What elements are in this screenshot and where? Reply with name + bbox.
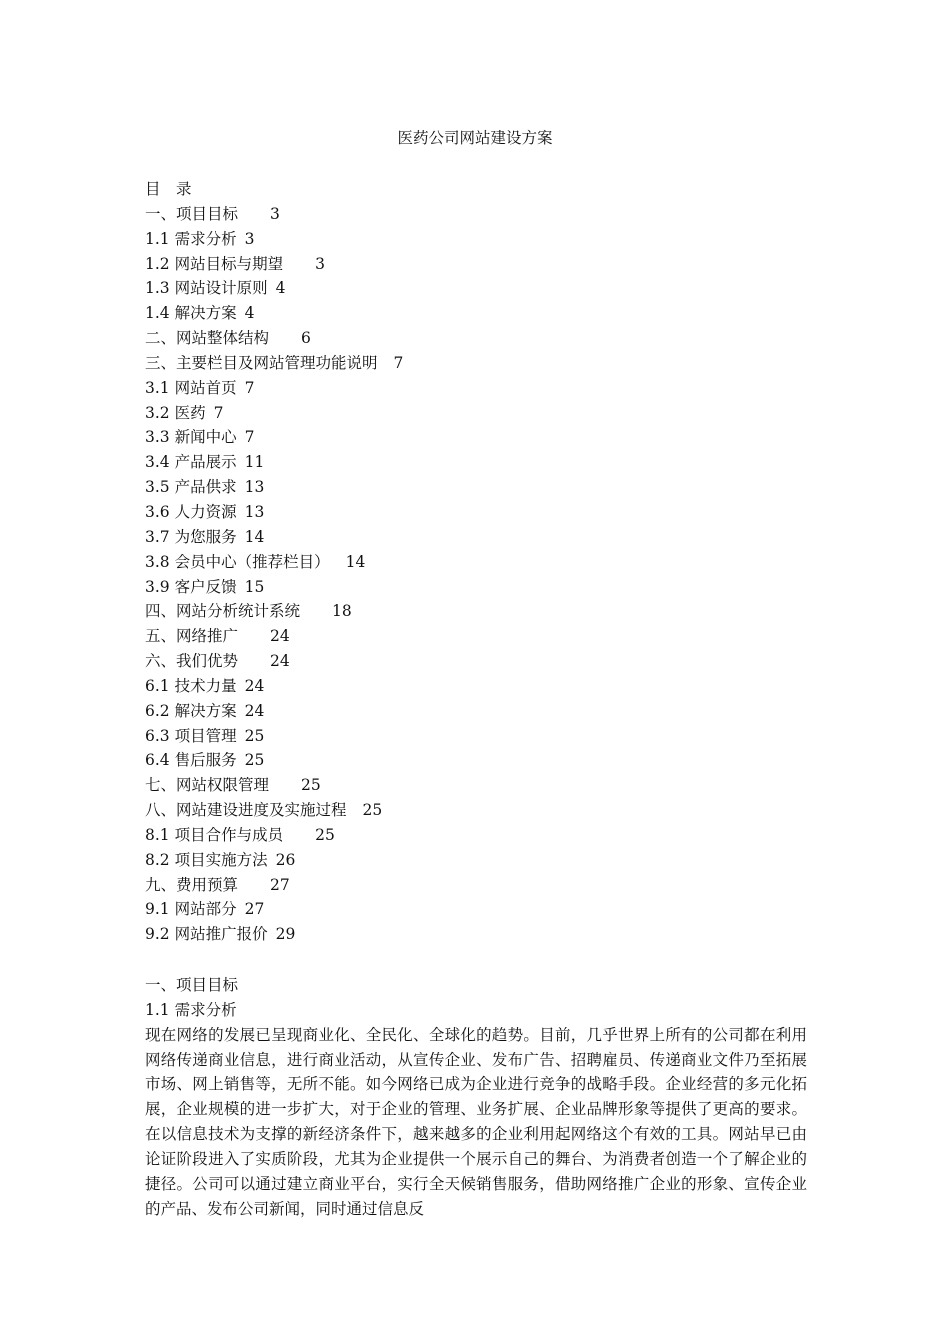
toc-entry <box>145 624 805 649</box>
toc-entry <box>145 897 805 922</box>
toc-entry <box>145 674 805 699</box>
toc-entry-page: 11 <box>244 453 265 472</box>
toc-entry-page: 24 <box>270 627 290 646</box>
body-paragraph: 现在网络的发展已呈现商业化、全民化、全球化的趋势。目前，几乎世界上所有的公司都在利用网络传递商业信息，进行商业活动，从宣传企业、发布广告、招聘雇员、传递商业文件乃至拓展市场、网上销售等，无所不能。如今网络已成为企业进行竞争的战略手段。企业经营的多元化拓展，企业规模的进一步扩大，对于企业的管理、业务扩展、企业品牌形象等提供了更高的要求。在以信息技术为支撑的新经济条件下，越来越多的企业利用起网络这个有效的工具。网站早已由论证阶段进入了实质阶段，尤其为企业提供一个展示自己的舞台、为消费者创造一个了解企业的捷径。公司可以通过建立商业平台，实行全天候销售服务，借助网络推广企业的形象、宣传企业的产品、发布公司新闻，同时通过信息反 <box>145 1025 807 1218</box>
toc-entry <box>145 401 805 426</box>
toc-entry <box>145 227 805 252</box>
toc-entry-page: 29 <box>275 925 296 944</box>
toc-entry <box>145 276 805 301</box>
body-section <box>145 973 807 1222</box>
toc-entry-page: 4 <box>275 279 286 298</box>
toc-entry <box>145 748 805 773</box>
toc-entry-label: 8.2 项目实施方法 <box>145 850 268 869</box>
toc-entry-label: 一、项目目标 <box>145 204 239 223</box>
toc-entry-page: 24 <box>270 652 290 671</box>
toc-entry-label: 3.3 新闻中心 <box>145 428 237 447</box>
toc-entry <box>145 575 805 600</box>
toc-entry-page: 7 <box>244 428 255 447</box>
toc-entry-page: 15 <box>244 577 265 596</box>
toc-entry <box>145 550 805 575</box>
toc-entries <box>145 202 805 947</box>
toc-entry-label: 四、网站分析统计系统 <box>145 602 301 621</box>
toc-entry-label: 3.6 人力资源 <box>145 502 237 521</box>
toc-entry-label: 1.3 网站设计原则 <box>145 279 268 298</box>
toc-entry-page: 25 <box>315 825 335 844</box>
toc-entry-page: 26 <box>275 850 296 869</box>
toc-heading <box>145 177 805 202</box>
toc-entry-page: 13 <box>244 502 265 521</box>
table-of-contents <box>145 177 805 947</box>
toc-entry <box>145 351 805 376</box>
toc-entry <box>145 425 805 450</box>
section-heading: 一、项目目标 <box>145 976 239 994</box>
toc-entry <box>145 773 805 798</box>
toc-entry-label: 1.1 需求分析 <box>145 229 237 248</box>
toc-entry <box>145 724 805 749</box>
toc-entry <box>145 649 805 674</box>
toc-entry-label: 3.7 为您服务 <box>145 527 237 546</box>
toc-entry <box>145 500 805 525</box>
toc-entry <box>145 823 805 848</box>
toc-entry <box>145 475 805 500</box>
toc-entry-label: 6.4 售后服务 <box>145 751 237 770</box>
toc-entry-label: 8.1 项目合作与成员 <box>145 825 284 844</box>
toc-entry <box>145 873 805 898</box>
toc-entry-label: 九、费用预算 <box>145 875 239 894</box>
toc-entry <box>145 599 805 624</box>
toc-entry-label: 1.4 解决方案 <box>145 304 237 323</box>
toc-entry <box>145 922 805 947</box>
toc-entry-page: 27 <box>244 900 265 919</box>
toc-entry-label: 3.4 产品展示 <box>145 453 237 472</box>
toc-entry <box>145 450 805 475</box>
toc-entry-label: 9.1 网站部分 <box>145 900 237 919</box>
toc-entry-label: 3.8 会员中心（推荐栏目） <box>145 552 330 571</box>
toc-entry-label: 七、网站权限管理 <box>145 776 270 795</box>
toc-entry-page: 3 <box>270 204 280 223</box>
toc-entry-label: 3.5 产品供求 <box>145 478 237 497</box>
toc-entry-page: 24 <box>244 701 265 720</box>
toc-entry-page: 7 <box>393 353 404 372</box>
toc-entry-page: 25 <box>362 801 383 820</box>
toc-entry-label: 六、我们优势 <box>145 652 239 671</box>
toc-entry-page: 24 <box>244 676 265 695</box>
toc-entry <box>145 376 805 401</box>
toc-entry <box>145 202 805 227</box>
toc-entry <box>145 252 805 277</box>
toc-entry-page: 7 <box>213 403 224 422</box>
toc-entry-label: 1.2 网站目标与期望 <box>145 254 284 273</box>
toc-entry-label: 6.3 项目管理 <box>145 726 237 745</box>
toc-entry-page: 6 <box>301 329 311 348</box>
toc-entry-page: 3 <box>244 229 255 248</box>
toc-entry-page: 3 <box>315 254 325 273</box>
toc-entry-label: 3.1 网站首页 <box>145 378 237 397</box>
toc-entry-page: 14 <box>345 552 366 571</box>
toc-entry-page: 14 <box>244 527 265 546</box>
toc-entry-label: 3.2 医药 <box>145 403 206 422</box>
toc-entry <box>145 848 805 873</box>
toc-entry-label: 6.1 技术力量 <box>145 676 237 695</box>
toc-entry-label: 三、主要栏目及网站管理功能说明 <box>145 353 378 372</box>
subsection-heading: 1.1 需求分析 <box>145 1000 237 1019</box>
toc-entry-label: 9.2 网站推广报价 <box>145 925 268 944</box>
toc-entry-label: 八、网站建设进度及实施过程 <box>145 801 347 820</box>
toc-entry <box>145 699 805 724</box>
toc-heading-label: 目 录 <box>145 180 192 198</box>
document-title: 医药公司网站建设方案 <box>397 129 553 147</box>
toc-entry-label: 6.2 解决方案 <box>145 701 237 720</box>
toc-entry-page: 25 <box>244 751 265 770</box>
toc-entry-page: 25 <box>244 726 265 745</box>
toc-entry <box>145 798 805 823</box>
toc-entry-page: 13 <box>244 478 265 497</box>
toc-entry <box>145 525 805 550</box>
toc-entry-label: 3.9 客户反馈 <box>145 577 237 596</box>
toc-entry <box>145 326 805 351</box>
toc-entry-page: 27 <box>270 875 290 894</box>
toc-entry <box>145 301 805 326</box>
toc-entry-label: 五、网络推广 <box>145 627 239 646</box>
toc-entry-page: 18 <box>332 602 352 621</box>
toc-entry-page: 4 <box>244 304 255 323</box>
toc-entry-page: 7 <box>244 378 255 397</box>
toc-entry-page: 25 <box>301 776 321 795</box>
toc-entry-label: 二、网站整体结构 <box>145 329 270 348</box>
